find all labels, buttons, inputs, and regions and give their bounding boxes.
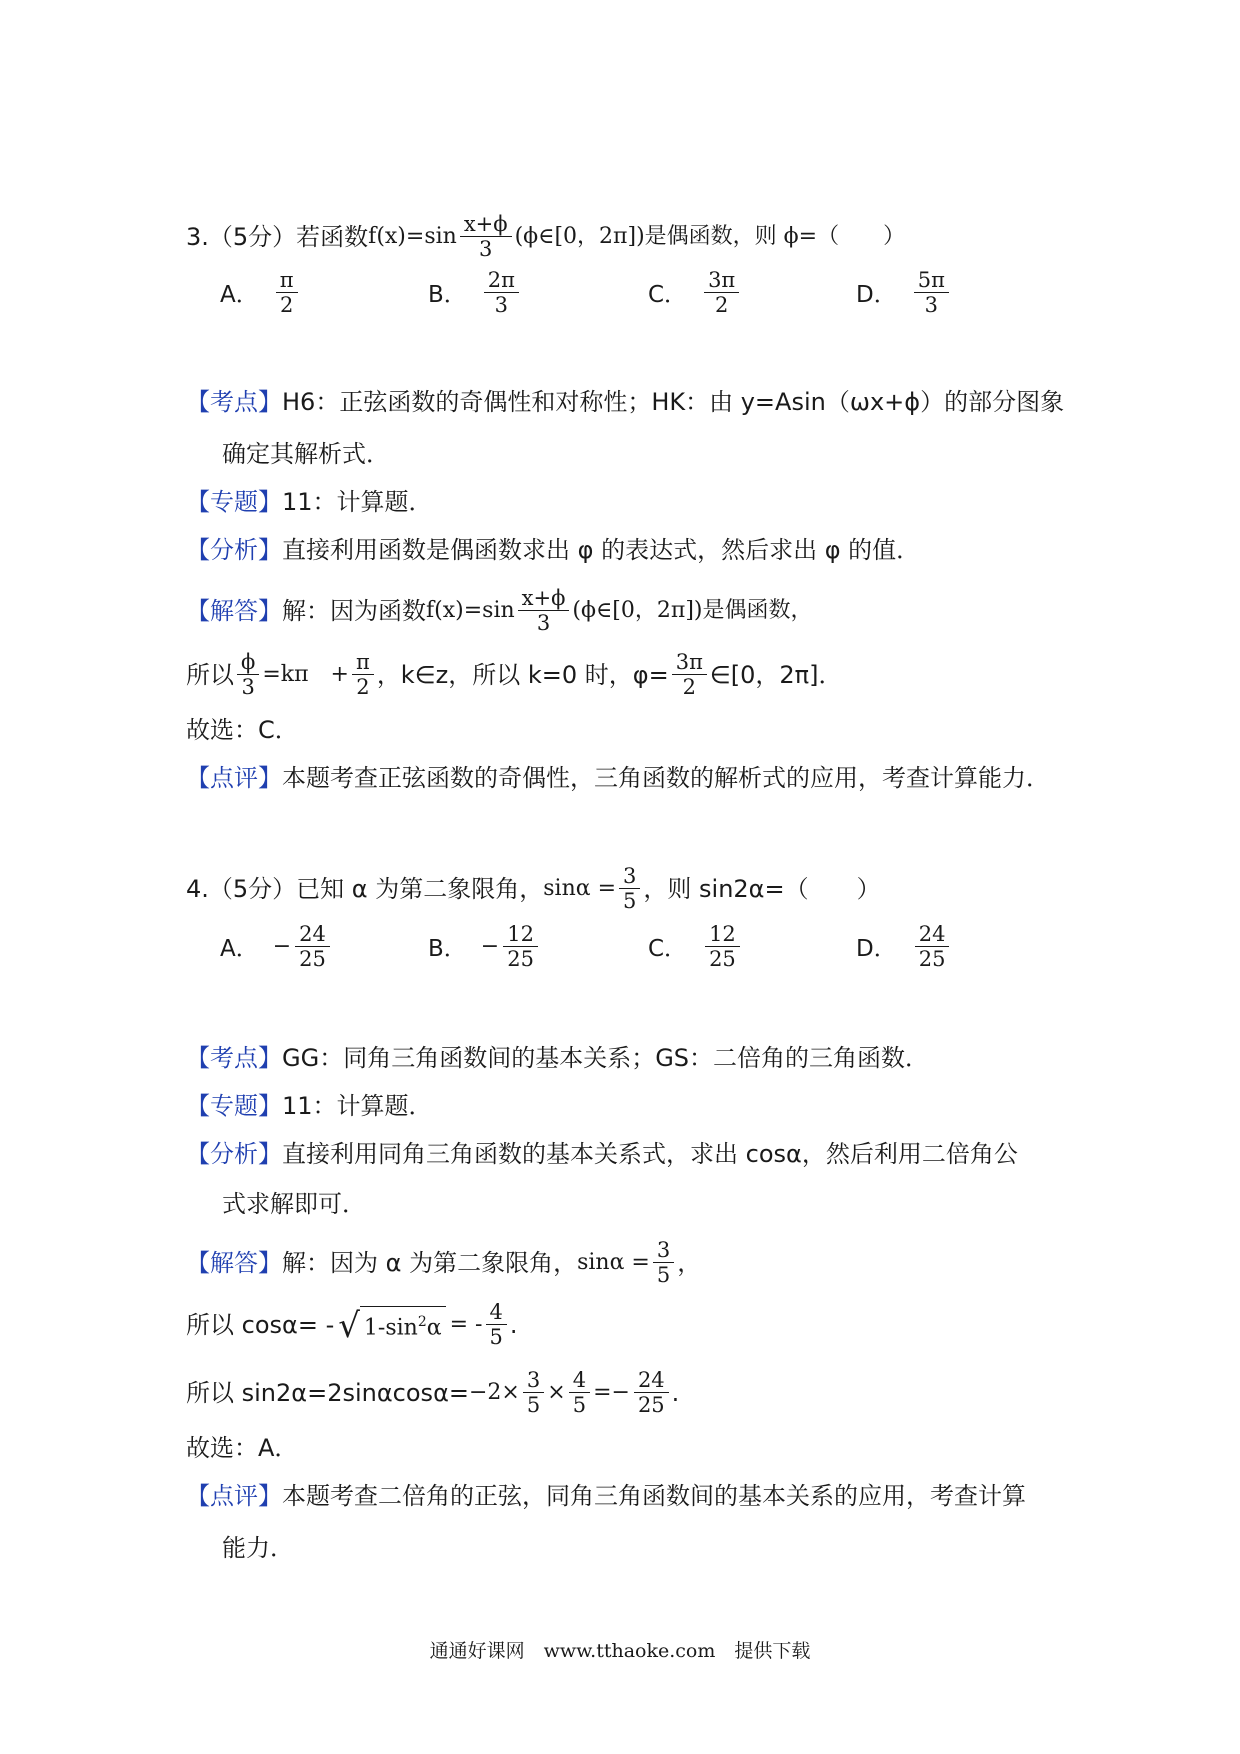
q4-zhuanti <box>186 1088 433 1124</box>
q4-line2-sqrt-sup: 2 <box>417 1313 427 1330</box>
q4-kaodian <box>186 1040 929 1076</box>
q4-line2-sqrt-body: 1-sin <box>363 1315 418 1341</box>
q4-dianping-tag: 【点评】 <box>186 1482 282 1510</box>
q4-jieda-prefix: 解：因为 α 为第二象限角， <box>282 1248 578 1277</box>
q4-line2-den: 5 <box>489 1325 503 1349</box>
q3-option-a[interactable] <box>220 268 301 317</box>
q4-answer: 故选：A． <box>186 1434 299 1462</box>
q3-line2-prefix: 所以 <box>186 660 234 689</box>
q3-func-fraction <box>460 212 512 261</box>
q3-option-d-num: 5π <box>914 268 949 293</box>
q3-option-b-label: B． <box>428 282 467 308</box>
q4-fenxi <box>186 1136 1018 1172</box>
q4-line3-fraction-3 <box>634 1368 669 1417</box>
q4-option-a-label: A． <box>220 936 259 962</box>
q3-line2-fraction-2 <box>352 650 374 699</box>
q4-line2-prefix: 所以 cosα= - <box>186 1310 335 1339</box>
q3-dianping-text: 本题考查正弦函数的奇偶性，三角函数的解析式的应用，考查计算能力． <box>282 764 1050 792</box>
q4-solution-line3 <box>186 1368 679 1417</box>
q4-zhuanti-tag: 【专题】 <box>186 1092 282 1120</box>
q3-option-c[interactable] <box>648 268 742 317</box>
q4-option-b[interactable] <box>428 922 541 971</box>
q3-solution-line2 <box>186 650 843 699</box>
q3-line2-f1-den: 3 <box>241 675 255 699</box>
q4-jieda <box>186 1238 701 1287</box>
q3-option-d[interactable] <box>856 268 952 317</box>
q4-zhuanti-text: 11：计算题． <box>282 1092 433 1120</box>
q4-line2-sqrt <box>338 1306 445 1347</box>
q4-option-b-fraction <box>503 922 538 971</box>
q3-func-den: 3 <box>479 237 493 261</box>
q4-stem <box>186 864 881 913</box>
q3-answer: 故选：C． <box>186 716 299 744</box>
q4-kaodian-text: GG：同角三角函数间的基本关系；GS：二倍角的三角函数． <box>282 1044 930 1072</box>
q4-option-d-label: D． <box>856 936 897 962</box>
q4-stem-fraction <box>619 864 640 913</box>
q3-option-d-fraction <box>914 268 949 317</box>
q4-jieda-num: 3 <box>653 1238 674 1263</box>
q4-line2-sqrt-tail: α <box>426 1315 442 1341</box>
q4-line2-end: . <box>509 1310 518 1339</box>
q4-option-a-den: 25 <box>299 947 326 971</box>
q4-option-c-label: C． <box>648 936 688 962</box>
q4-dianping-text: 本题考查二倍角的正弦，同角三角函数间的基本关系的应用，考查计算 <box>282 1482 1026 1510</box>
q4-option-b-sign: − <box>480 934 500 959</box>
q3-option-a-num: π <box>276 268 298 293</box>
q3-jieda-rest: (ϕ∈[0，2π])是偶函数， <box>572 597 813 623</box>
q3-fenxi-text: 直接利用函数是偶函数求出 φ 的表达式，然后求出 φ 的值． <box>282 536 921 564</box>
q4-dianping-text2: 能力． <box>222 1534 294 1562</box>
q3-jieda-num: x+ϕ <box>518 586 570 611</box>
q3-line2-fraction-1 <box>237 650 259 699</box>
q3-line2-f2-den: 2 <box>356 675 370 699</box>
q3-option-c-num: 3π <box>704 268 739 293</box>
q3-func-num: x+ϕ <box>460 212 512 237</box>
q3-dianping <box>186 760 1050 796</box>
q3-stem-prefix: 3.（5分）若函数 <box>186 222 369 251</box>
q3-line2-fraction-3 <box>672 650 707 699</box>
q3-func-lhs: f(x)=sin <box>368 223 457 249</box>
q4-line3-f2-den: 5 <box>572 1393 587 1417</box>
q3-option-b[interactable] <box>428 268 522 317</box>
q4-option-c-fraction <box>705 922 740 971</box>
q4-option-a-sign: − <box>272 934 292 959</box>
q3-line2-f3-den: 2 <box>682 675 696 699</box>
q3-option-b-den: 3 <box>494 293 509 317</box>
q4-option-d-den: 25 <box>918 947 946 971</box>
q4-jieda-end: ， <box>677 1248 702 1277</box>
q4-line3-f3-num: 24 <box>634 1368 669 1393</box>
q4-line3-end: . <box>671 1378 680 1407</box>
q3-jieda-tag: 【解答】 <box>186 596 282 625</box>
q3-zhuanti <box>186 484 433 520</box>
q4-option-a[interactable] <box>220 922 333 971</box>
q4-option-c[interactable] <box>648 922 743 971</box>
q4-line2-fraction <box>486 1300 507 1349</box>
q3-option-a-fraction <box>276 268 298 317</box>
q3-option-a-den: 2 <box>279 293 294 317</box>
q3-kaodian-text2: 确定其解析式． <box>222 440 390 468</box>
page-footer: 通通好课网 www.tthaoke.com 提供下载 <box>429 1640 811 1662</box>
q3-option-b-fraction <box>484 268 519 317</box>
q3-line2-f1-num: ϕ <box>237 650 259 675</box>
q3-jieda-den: 3 <box>536 611 551 635</box>
q4-line3-f1-num: 3 <box>523 1368 544 1393</box>
q4-line3-f1-den: 5 <box>526 1393 541 1417</box>
q3-option-b-num: 2π <box>484 268 519 293</box>
q4-line3-eq: = <box>593 1379 612 1405</box>
q4-line3-neg: − <box>611 1379 630 1405</box>
q4-stem-den: 5 <box>623 889 637 913</box>
q3-option-c-den: 2 <box>714 293 729 317</box>
q4-line3-times: × <box>547 1379 566 1405</box>
q4-option-d-fraction <box>915 922 950 971</box>
q4-stem-num: 3 <box>619 864 640 889</box>
q4-fenxi-text2: 式求解即可． <box>222 1190 366 1218</box>
q4-line3-fraction-2 <box>569 1368 590 1417</box>
q4-jieda-fraction <box>653 1238 674 1287</box>
q4-fenxi-text: 直接利用同角三角函数的基本关系式，求出 cosα，然后利用二倍角公 <box>282 1140 1018 1168</box>
q4-option-b-num: 12 <box>503 922 538 947</box>
q4-jieda-sin: sinα = <box>577 1249 650 1275</box>
q3-kaodian-text: H6：正弦函数的奇偶性和对称性；HK：由 y=Asin（ωx+ϕ）的部分图象 <box>282 388 1065 416</box>
q4-option-b-label: B． <box>428 936 467 962</box>
q4-fenxi-tag: 【分析】 <box>186 1140 282 1168</box>
q4-line3-fraction-1 <box>523 1368 544 1417</box>
q3-option-d-label: D． <box>856 282 897 308</box>
q4-line3-a: −2× <box>469 1379 520 1405</box>
q3-jieda-prefix: 解：因为函数 <box>282 596 426 625</box>
q3-zhuanti-text: 11：计算题． <box>282 488 433 516</box>
q3-line2-end: ∈[0，2π]． <box>709 660 843 689</box>
q3-zhuanti-tag: 【专题】 <box>186 488 282 516</box>
q4-line2-sqrt-body-wrap <box>360 1306 446 1343</box>
q3-option-c-label: C． <box>648 282 688 308</box>
q4-stem-sin: sinα = <box>543 875 617 901</box>
q4-option-b-den: 25 <box>507 947 534 971</box>
q4-option-a-fraction <box>295 922 330 971</box>
q3-dianping-tag: 【点评】 <box>186 764 282 792</box>
q4-option-a-num: 24 <box>295 922 330 947</box>
q4-line2-mid: = - <box>449 1311 483 1337</box>
q4-solution-line2 <box>186 1300 518 1349</box>
q4-dianping <box>186 1478 1026 1514</box>
q3-kaodian-tag: 【考点】 <box>186 388 282 416</box>
q4-option-d-num: 24 <box>915 922 950 947</box>
q3-line2-text: ，k∈z，所以 k=0 时，φ= <box>376 660 669 689</box>
q3-kaodian <box>186 384 1064 420</box>
q3-option-a-label: A． <box>220 282 259 308</box>
q4-jieda-den: 5 <box>656 1263 671 1287</box>
q4-line2-num: 4 <box>486 1300 507 1325</box>
q3-line2-f3-num: 3π <box>672 650 707 675</box>
q3-line2-f2-num: π <box>352 650 374 675</box>
q3-func-rest: (ϕ∈[0，2π])是偶函数，则 ϕ=（ ） <box>514 223 906 249</box>
sqrt-radical-icon: √ <box>338 1306 360 1347</box>
q4-stem-rest: ，则 sin2α=（ ） <box>643 874 881 903</box>
q3-fenxi-tag: 【分析】 <box>186 536 282 564</box>
q4-line3-f3-den: 25 <box>637 1393 665 1417</box>
q3-fenxi <box>186 532 920 568</box>
q3-jieda <box>186 586 813 635</box>
q3-jieda-func-lhs: f(x)=sin <box>426 597 515 623</box>
q4-option-d[interactable] <box>856 922 952 971</box>
q3-option-d-den: 3 <box>924 293 938 317</box>
q3-line2-mid: =kπ + <box>262 661 349 687</box>
q3-option-c-fraction <box>704 268 739 317</box>
q4-kaodian-tag: 【考点】 <box>186 1044 282 1072</box>
q4-jieda-tag: 【解答】 <box>186 1248 282 1277</box>
q3-stem <box>186 212 905 261</box>
q4-stem-prefix: 4.（5分）已知 α 为第二象限角， <box>186 874 544 903</box>
q4-option-c-den: 25 <box>709 947 736 971</box>
q4-line3-prefix: 所以 sin2α=2sinαcosα= <box>186 1378 469 1407</box>
q4-line3-f2-num: 4 <box>569 1368 590 1393</box>
q4-option-c-num: 12 <box>705 922 740 947</box>
q3-jieda-fraction <box>518 586 570 635</box>
